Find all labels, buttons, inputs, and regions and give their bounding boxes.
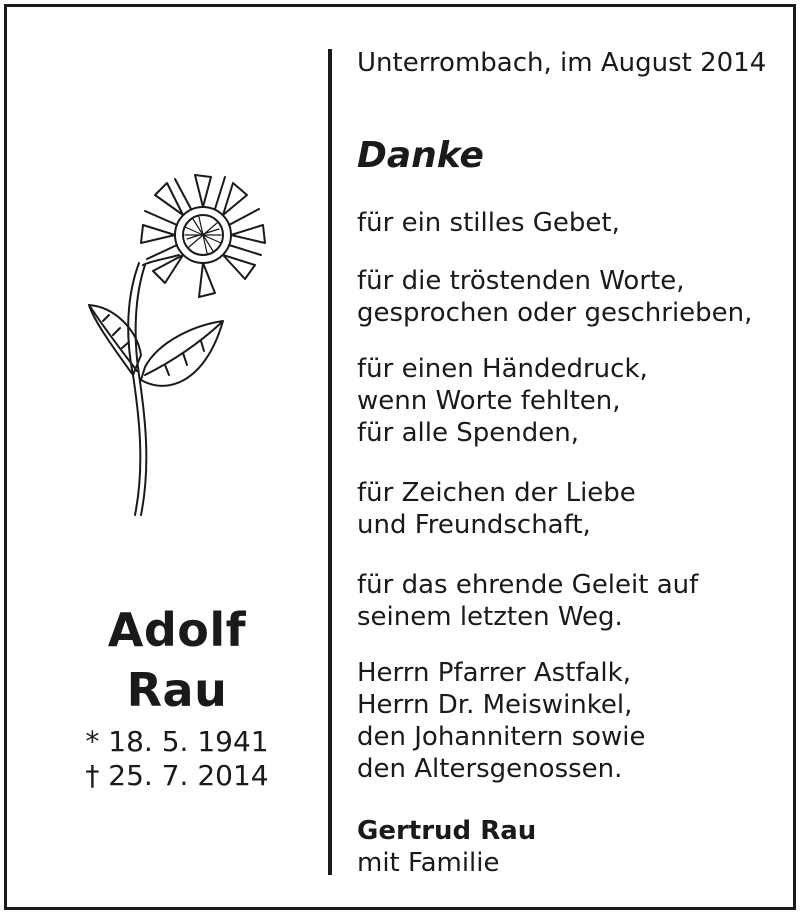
deceased-first-name: Adolf [107,603,247,657]
text-line: für die tröstenden Worte, [357,266,685,296]
birth-date: * 18. 5. 1941 [85,725,269,758]
thanks-paragraph [357,657,646,785]
text-line: den Altersgenossen. [357,754,623,784]
deceased-last-name: Rau [126,663,228,717]
signature [357,815,536,879]
vertical-divider [328,49,332,875]
heading-danke: Danke [357,135,484,176]
text-line: gesprochen oder geschrieben, [357,298,753,328]
signer-name: Gertrud Rau [357,816,537,846]
obituary-notice [4,4,796,910]
place-and-date: Unterrombach, im August 2014 [357,48,767,78]
thanks-paragraph [357,207,620,239]
text-line: für einen Händedruck, [357,354,648,384]
text-line: und Freundschaft, [357,510,591,540]
thanks-paragraph [357,569,698,633]
text-line: Herrn Pfarrer Astfalk, [357,658,631,688]
text-line: für alle Spenden, [357,418,579,448]
text-line: für ein stilles Gebet, [357,208,620,238]
death-date: † 25. 7. 2014 [85,759,269,792]
text-line: den Johannitern sowie [357,722,646,752]
text-line: für das ehrende Geleit auf [357,570,699,600]
thanks-paragraph [357,477,636,541]
thanks-paragraph [357,353,648,449]
text-line: Herrn Dr. Meiswinkel, [357,690,633,720]
signer-suffix: mit Familie [357,848,500,878]
text-line: seinem letzten Weg. [357,602,623,632]
text-line: für Zeichen der Liebe [357,478,636,508]
sunflower-icon [75,145,275,525]
thanks-paragraph [357,265,752,329]
text-line: wenn Worte fehlten, [357,386,621,416]
